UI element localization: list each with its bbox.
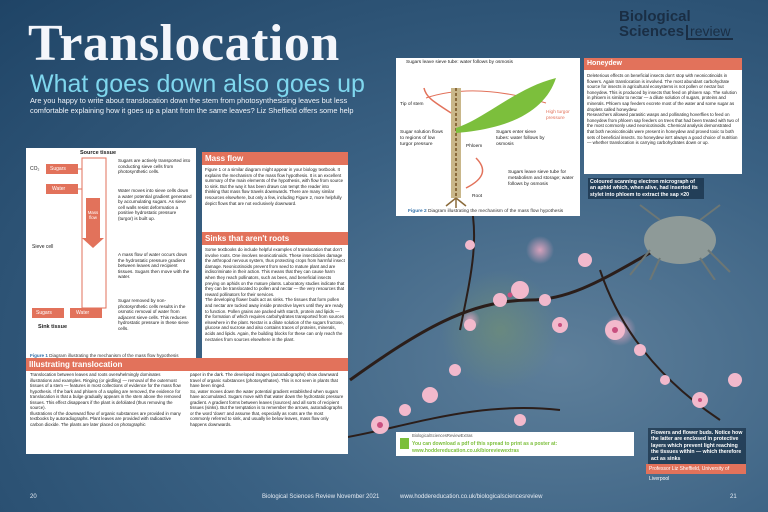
- figure-1: [26, 148, 196, 370]
- illustrating-section: [26, 358, 348, 454]
- leaf: [456, 78, 556, 133]
- sink-sugars-label: Sugars: [36, 310, 52, 316]
- illustrating-heading: Illustrating translocation: [26, 358, 348, 371]
- sinks-text: Some textbooks do include helpful examples of translocation that don't involve roots. One involves neonicotinoids. These insecticides damage the arthropod nervous system, thus protecting crops from harmful insect damage. Neonicotinoids prevent from seed to mature plant and are indiscriminate in their action. This means that they can cause harm when they reach pollinators, such as bees, and beneficial insects preying on aphids on the mature plants. Laboratory studies indicate that they can be translocated to pollen and nectar — the very resources that reward pollinators for their services. The developing flower buds act as sinks. The tissues that form pollen and nectar are tucked away inside protective layers until they are ready to function. Pollen grains are packed with starch, protein and lipids — the formation of which requires carbohydrates transported from sources elsewhere in the plant. Nectar is a dilute solution of the sugars fructose, glucose and sucrose and also contains traces of proteins, minerals, acids and lipids. Again, the building blocks for these can only reach the nectaries from sources elsewhere in the plant.: [205, 247, 345, 342]
- figure-2: [396, 58, 580, 216]
- figure-2-caption-text: Diagram illustrating the mechanism of the mass flow hypothesis: [428, 209, 564, 214]
- fig2-phloem-label: Phloem: [466, 144, 483, 149]
- aphid-body: [644, 216, 716, 264]
- article-subtitle: What goes down also goes up: [30, 70, 365, 98]
- middle-column: [202, 152, 348, 370]
- article-title: Translocation: [28, 15, 340, 72]
- download-box: [396, 432, 634, 456]
- arrow-to-root: [466, 158, 483, 188]
- fig2-root-label: Root: [472, 194, 483, 199]
- mass-flow-arrowhead: [82, 238, 104, 248]
- sugars-label: Sugars: [50, 166, 66, 172]
- mass-flow-text: Figure 1 or a similar diagram might appear in your biology textbook. It explains the mechanism of the mass flow hypothesis. It is an excellent summary of the main elements of the hypothesis, with flow from source to sink. But the way it has been drawn can tempt the reader into thinking that mass flow travels downwards. There are many similar resources elsewhere, but only a few, including Figure 2, more helpfully depict flows that are not exclusively downward.: [205, 167, 344, 206]
- roots: [446, 198, 466, 208]
- mass-flow-label: Mass flow: [87, 210, 99, 220]
- download-badge: BiologicalSciencesReviewExtras: [412, 433, 473, 438]
- note-3: A mass flow of water occurs down the hydrostatic pressure gradient between leaves and recipient tissues. Sugars then move with the water.: [118, 252, 190, 280]
- aphid-image: [620, 200, 740, 280]
- note-4: Sugar removed by non-photosynthetic cells results in the osmotic removal of water from adjacent sieve cells. This reduces hydrostatic pressure in these sieve cells.: [118, 298, 189, 331]
- figure-1-caption-label: Figure 1: [30, 353, 48, 358]
- arrow-to-tip: [424, 88, 451, 113]
- fig2-top-label: Sugars leave sieve tube: water follows by osmosis: [406, 60, 513, 65]
- mass-flow-heading: Mass flow: [202, 152, 348, 165]
- source-label: Source tissue: [80, 150, 117, 156]
- figure-1-caption-text: Diagram illustrating the mechanism of the mass flow hypothesis: [49, 353, 179, 358]
- download-text: You can download a pdf of this spread to print as a poster at:: [412, 441, 558, 447]
- figure-2-caption: [408, 209, 578, 214]
- honeydew-text: Deleterious effects on beneficial insects don't stop with neonicotinoids in flowers. Again translocation is involved. The most abundant carbohydrate source for insects in agricultural ecosystems is not pollen or nectar but honeydew. This is produced by insects that feed on phloem sap. The solution in phloem is similar to nectar — a dilute solution of sugars, proteins and minerals. Phloem sap feeders excrete most of the water and some sugar as droplets called honeydew. Researchers allowed parasitic wasps and pollinating hoverflies to feed on honeydew from phloem sap feeders on trees that had been treated with two of the most commonly used neonicotinoids. Chemical analysis demonstrated that both neonicotinoids were present in honeydew and proved toxic to both sets of beneficial insects. So honeydew isn't always a good choice of nutrition — whether translocation is carrying carbohydrates down or up.: [587, 73, 739, 146]
- note-1: Sugars are actively transported into conducting sieve cells from photosynthetic cells.: [118, 158, 191, 175]
- buds-caption: Flowers and flower buds. Notice how the latter are enclosed in protective layers which prevent light reaching the tissues within — which therefore act as sinks: [648, 428, 746, 464]
- note-2: Water moves into sieve cells down a water potential gradient generated by accumulating sugars. As sieve cell walls resist deformation a positive hydrostatic pressure (turgor) is built up.: [118, 188, 192, 221]
- illustrating-col-1: Translocation between leaves and roots overwhelmingly dominates illustrations and examples. Ringing (or girdling) — removal of the outermost tissues of a stem — features in most collections of evidence for the mass flow hypothesis. If the bark and phloem of a sapling are removed, the evidence for translocation is that a bulge gradually appears in the stem above the removed tissues. This effect disappears if the plant is defoliated (thus removing the source). Illustrations of the downward flow of organic substances are provided in many textbooks by autoradiographs. Plant leaves are provided with radioactive carbon dioxide. The plants are later placed on photographic: [30, 372, 182, 427]
- aphid-caption: Coloured scanning electron micrograph of an aphid which, when alive, had inserted its stylet into phloem to extract the sap ×20: [588, 178, 704, 199]
- logo-word-1: Biological: [619, 8, 691, 25]
- figure-2-caption-label: Figure 2: [408, 209, 427, 214]
- download-link[interactable]: www.hoddereducation.co.uk/bioreviewextras: [412, 448, 520, 454]
- download-icon: [400, 438, 409, 449]
- author-credit: Professor Liz Sheffield, University of Liverpool: [646, 464, 746, 474]
- sinks-heading: Sinks that aren't roots: [202, 232, 348, 245]
- illustrating-col-2: paper in the dark. The developed images (autoradiographs) show downward travel of organic substances (photosynthates). This is not seen in plants that have been ringed. So, water moves down the water potential gradient established when sugars have accumulated. Sugars move with that water down the hydrostatic pressure gradient. A gradient forms between leaves (sources) and all sorts of recipient tissues (sinks). But the temptation is to remember the arrows, autoradiographs or the word 'down' and assume that, especially as roots are the most commonly referred to sink, and usually lie below leaves, mass flow only happens downwards.: [190, 372, 344, 427]
- honeydew-section: [584, 58, 742, 174]
- sieve-cell-label: Sieve cell: [32, 244, 54, 250]
- magazine-logo: [619, 10, 733, 41]
- logo-word-3: review: [686, 25, 732, 40]
- website-url[interactable]: www.hoddereducation.co.uk/biologicalsciencesreview: [400, 494, 543, 500]
- fig2-enter-label: Sugars enter sieve tubes: water follows by osmosis: [496, 130, 545, 147]
- logo-word-2: Sciences: [619, 23, 685, 40]
- page-number-left: 20: [30, 494, 37, 500]
- fig2-high-label: High turgor pressure: [546, 110, 570, 121]
- issue-info: Biological Sciences Review November 2021: [262, 494, 380, 500]
- water-label: Water: [52, 186, 66, 192]
- co2-label: CO₂: [30, 166, 40, 172]
- standfirst: Are you happy to write about translocation down the stem from photosynthesising leaves but less comfortable explaining how it goes up a plant from the same leaves? Liz Sheffield offers some help: [30, 96, 354, 115]
- fig2-tip-label: Tip of stem: [400, 102, 424, 107]
- page-number-right: 21: [730, 494, 737, 500]
- honeydew-heading: Honeydew: [584, 58, 742, 70]
- sink-label: Sink tissue: [38, 324, 68, 330]
- sink-water-label: Water: [76, 310, 90, 316]
- fig2-flow-label: Sugar solution flows to regions of low turgor pressure: [400, 130, 443, 147]
- fig2-leave-label: Sugars leave sieve tube for metabolism and storage; water follows by osmosis: [508, 170, 574, 187]
